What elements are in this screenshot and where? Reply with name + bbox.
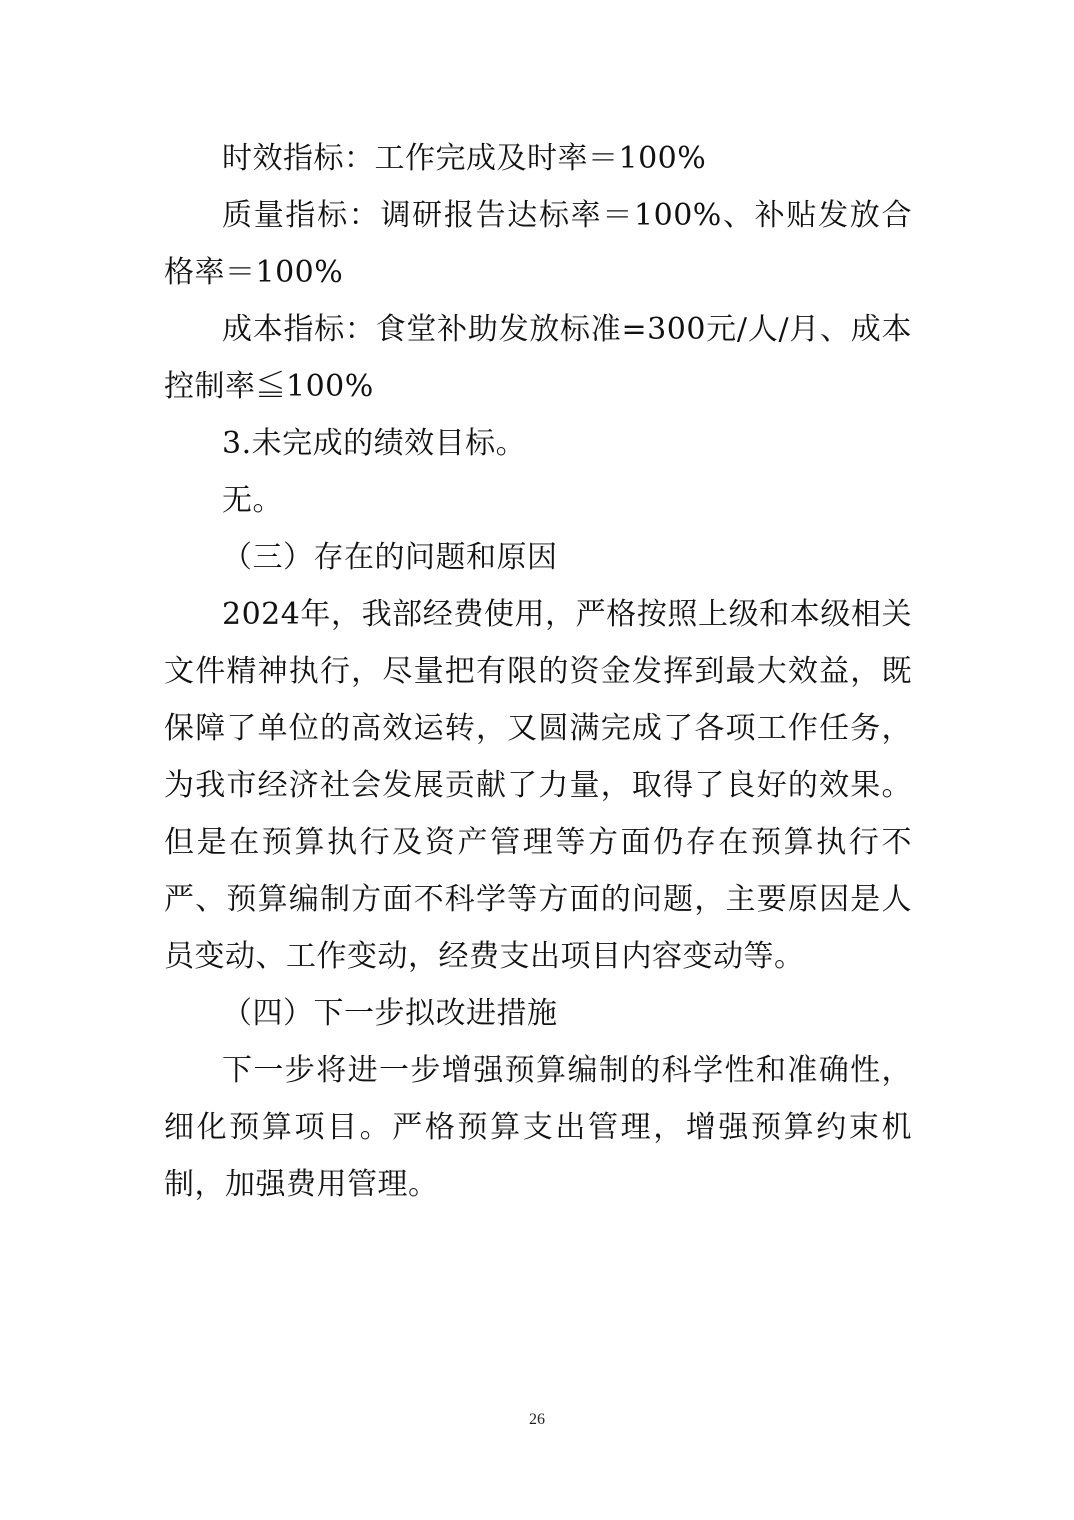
timeliness-indicator-paragraph: 时效指标：工作完成及时率＝100% — [222, 141, 707, 176]
document-body — [164, 130, 912, 1213]
improvements-heading: （四）下一步拟改进措施 — [222, 996, 558, 1031]
quality-indicator-paragraph: 质量指标：调研报告达标率＝100%、补贴发放合格率＝100% — [164, 198, 912, 290]
cost-indicator-paragraph: 成本指标：食堂补助发放标准=300元/人/月、成本控制率≦100% — [164, 312, 912, 404]
problems-paragraph: 2024年，我部经费使用，严格按照上级和本级相关文件精神执行，尽量把有限的资金发挥到最大效益，既保障了单位的高效运转，又圆满完成了各项工作任务，为我市经济社会发展贡献了力量，取得了良好的效果。但是在预算执行及资产管理等方面仍存在预算执行不严、预算编制方面不科学等方面的问题，主要原因是人员变动、工作变动，经费支出项目内容变动等。 — [164, 597, 912, 974]
improvements-paragraph: 下一步将进一步增强预算编制的科学性和准确性，细化预算项目。严格预算支出管理，增强预算约束机制，加强费用管理。 — [164, 1053, 912, 1202]
unfinished-goals-paragraph: 3.未完成的绩效目标。 — [222, 426, 527, 461]
problems-heading: （三）存在的问题和原因 — [222, 540, 558, 575]
page-number: 26 — [529, 1411, 545, 1428]
none-paragraph: 无。 — [222, 483, 283, 518]
